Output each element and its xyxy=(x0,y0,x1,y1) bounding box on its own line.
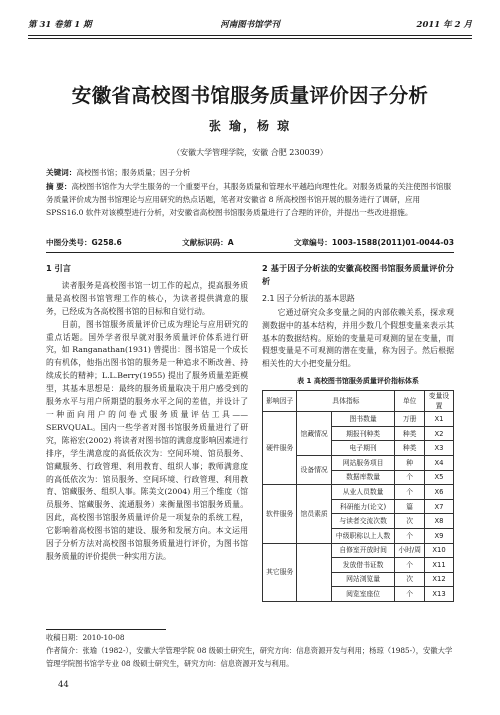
variable-cell: X2 xyxy=(425,426,454,441)
left-column xyxy=(46,262,248,564)
table-caption: 表 1 高校图书馆服务质量评价指标体系 xyxy=(297,377,419,386)
unit-cell: 种类 xyxy=(395,426,425,441)
unit-cell: 次 xyxy=(395,572,425,587)
variable-cell: X13 xyxy=(425,587,454,602)
section1-paragraph-1: 读者服务是高校图书馆一切工作的起点，提高服务质量是高校图书馆管理工作的核心，为读者提供满意的服务，已经成为各高校图书馆的目标和自觉行动。 xyxy=(46,280,248,316)
variable-cell: X6 xyxy=(425,485,454,500)
right-column xyxy=(262,262,454,602)
indicator-cell: 与读者交流次数 xyxy=(331,514,395,529)
section1-heading: 1 引言 xyxy=(46,263,71,273)
classification-meta xyxy=(46,236,454,249)
doc-code: 文献标识码：A xyxy=(182,238,234,247)
unit-cell: 个 xyxy=(395,528,425,543)
unit-cell: 万册 xyxy=(395,412,425,427)
table-header-cell: 具体指标 xyxy=(297,391,395,412)
indicator-cell: 图书数量 xyxy=(331,412,395,427)
footnote-received: 收稿日期：2010-10-08 xyxy=(46,633,125,642)
meta-divider xyxy=(46,252,454,253)
indicator-cell: 数据库数量 xyxy=(331,470,395,485)
variable-cell: X4 xyxy=(425,455,454,470)
section2-paragraph-1: 它通过研究众多变量之间的内部依赖关系，探求观测数据中的基本结构，并用少数几个假想变量来表示其基本的数据结构。原始的变量是可观测的显在变量，而假想变量是不可观测的潜在变量，称为因子。然后根据相关性的大小把变量分组。 xyxy=(262,307,454,369)
footnote-rule xyxy=(46,629,166,630)
article-number: 文章编号：1003-1588(2011)01-0044-03 xyxy=(293,238,454,247)
indicator-cell: 期报刊种类 xyxy=(331,426,395,441)
header-rule-thick xyxy=(28,35,472,36)
indicator-cell: 自修室开放时间 xyxy=(331,543,395,558)
table-header-cell: 影响因子 xyxy=(263,391,297,412)
subfactor-cell: 设备情况 xyxy=(297,455,331,484)
section1-paragraph-2: 目前，图书馆服务质量评价已成为理论与应用研究的重点话题。国外学者很早就对服务质量评价体系进行研究，如 Ranganathan(1931) 曾提出：图书馆是一个成长的有机体，他指出图书馆的服务是一种追求不断改善、持续成长的精神；L.L.Berry(1955) 提出了服务质量差距模型，其基本思想是：最终的服务质量取决于用户感受到的服务水平与用户所期望的服务水平之间的差值，并设计了一种面向用户的问卷式服务质量评估工具——SERVQUAL。国内一些学者对图书馆服务质量进行了研究，陈裕宏(2002) 将读者对图书馆的满意度影响因素进行排序，学生满意度的高低依次为：空间环境、馆员服务、馆藏服务、行政管理、利用教育、组织人事；教师满意度的高低依次为：馆员服务、空间环境、行政管理、利用教育、馆藏服务、组织人事。陈美文(2004) 用三个维度（馆员服务、馆藏服务、流通服务）来衡量图书馆服务质量。因此，高校图书馆服务质量评价是一项复杂的系统工程，它影响着高校图书馆的建设、服务和发展方向。本文运用因子分析方法对高校图书馆服务质量进行评价，为图书馆服务质量的评价提供一种实用方法。 xyxy=(46,319,248,561)
keywords xyxy=(46,166,454,179)
page-number: 44 xyxy=(58,680,69,690)
abstract-label: 摘 要： xyxy=(46,182,72,191)
variable-cell: X1 xyxy=(425,412,454,427)
keywords-text: 高校图书馆；服务质量；因子分析 xyxy=(76,168,191,177)
header-volume: 第 31 卷第 1 期 xyxy=(28,20,92,30)
footnote-author: 作者简介：张瑜（1982-），安徽大学管理学院 08 级硕士研究生，研究方向：信息资源开发与利用；杨琼（1985-），安徽大学管理学院图书馆学专业 08 级硕士研究生，研究方向：信息资源开发与利用。 xyxy=(46,646,453,668)
keywords-label: 关键词： xyxy=(46,168,77,177)
section2-heading: 2 基于因子分析法的安徽高校图书馆服务质量评价分析 xyxy=(262,263,454,286)
header-journal: 河南图书馆学刊 xyxy=(220,20,280,30)
abstract xyxy=(46,180,454,219)
variable-cell: X10 xyxy=(425,543,454,558)
subfactor-cell: 馆员素质 xyxy=(297,485,331,543)
unit-cell: 种类 xyxy=(395,441,425,456)
table-row xyxy=(263,412,454,427)
variable-cell: X11 xyxy=(425,558,454,573)
subsection-heading: 2.1 因子分析法的基本思路 xyxy=(262,293,355,303)
table-row xyxy=(263,543,454,558)
factor-cell: 软件服务 xyxy=(263,485,297,543)
indicator-cell: 从业人员数量 xyxy=(331,485,395,500)
subfactor-cell: 馆藏情况 xyxy=(297,412,331,456)
variable-cell: X9 xyxy=(425,528,454,543)
running-header xyxy=(28,16,472,32)
variable-cell: X12 xyxy=(425,572,454,587)
unit-cell: 种 xyxy=(395,455,425,470)
table-header-cell: 单位 xyxy=(395,391,425,412)
indicator-table xyxy=(262,390,454,602)
indicator-cell: 电子期刊 xyxy=(331,441,395,456)
unit-cell: 个 xyxy=(395,558,425,573)
factor-cell: 硬件服务 xyxy=(263,412,297,485)
abstract-text: 高校图书馆作为大学生服务的一个重要平台，其服务质量和管理水平越趋向理性化。对服务质量的关注使图书馆服务质量评价成为图书馆理论与应用研究的热点话题，笔者对安徽省 8 所高校图书馆开展的服务进行了调研，应用 SPSS16.0 软件对该模型进行分析，对安徽省高校图书馆服务质量进行了合理的评价，并提出一些改进措施。 xyxy=(46,182,452,217)
indicator-cell: 网站服务项目 xyxy=(331,455,395,470)
unit-cell: 个 xyxy=(395,470,425,485)
authors: 张 瑜，杨 琼 xyxy=(208,119,292,133)
affiliation: （安徽大学管理学院，安徽 合肥 230039） xyxy=(172,148,328,157)
table-header-cell: 变量设置 xyxy=(425,391,454,412)
paper-title: 安徽省高校图书馆服务质量评价因子分析 xyxy=(71,84,429,107)
variable-cell: X5 xyxy=(425,470,454,485)
variable-cell: X3 xyxy=(425,441,454,456)
clc-number: 中图分类号：G258.6 xyxy=(46,238,122,247)
indicator-cell: 科研能力(论文) xyxy=(331,499,395,514)
unit-cell: 小时/周 xyxy=(395,543,425,558)
indicator-cell: 中级职称以上人数 xyxy=(331,528,395,543)
indicator-cell: 网站浏览量 xyxy=(331,572,395,587)
unit-cell: 个 xyxy=(395,587,425,602)
unit-cell: 次 xyxy=(395,514,425,529)
unit-cell: 个 xyxy=(395,485,425,500)
header-date: 2011 年 2 月 xyxy=(416,20,472,30)
indicator-cell: 阅览室座位 xyxy=(331,587,395,602)
factor-cell: 其它服务 xyxy=(263,543,297,601)
variable-cell: X7 xyxy=(425,499,454,514)
table-row xyxy=(263,485,454,500)
unit-cell: 篇 xyxy=(395,499,425,514)
variable-cell: X8 xyxy=(425,514,454,529)
header-rule-thin xyxy=(28,38,472,39)
indicator-cell: 发放借书证数 xyxy=(331,558,395,573)
subfactor-cell xyxy=(297,543,331,601)
